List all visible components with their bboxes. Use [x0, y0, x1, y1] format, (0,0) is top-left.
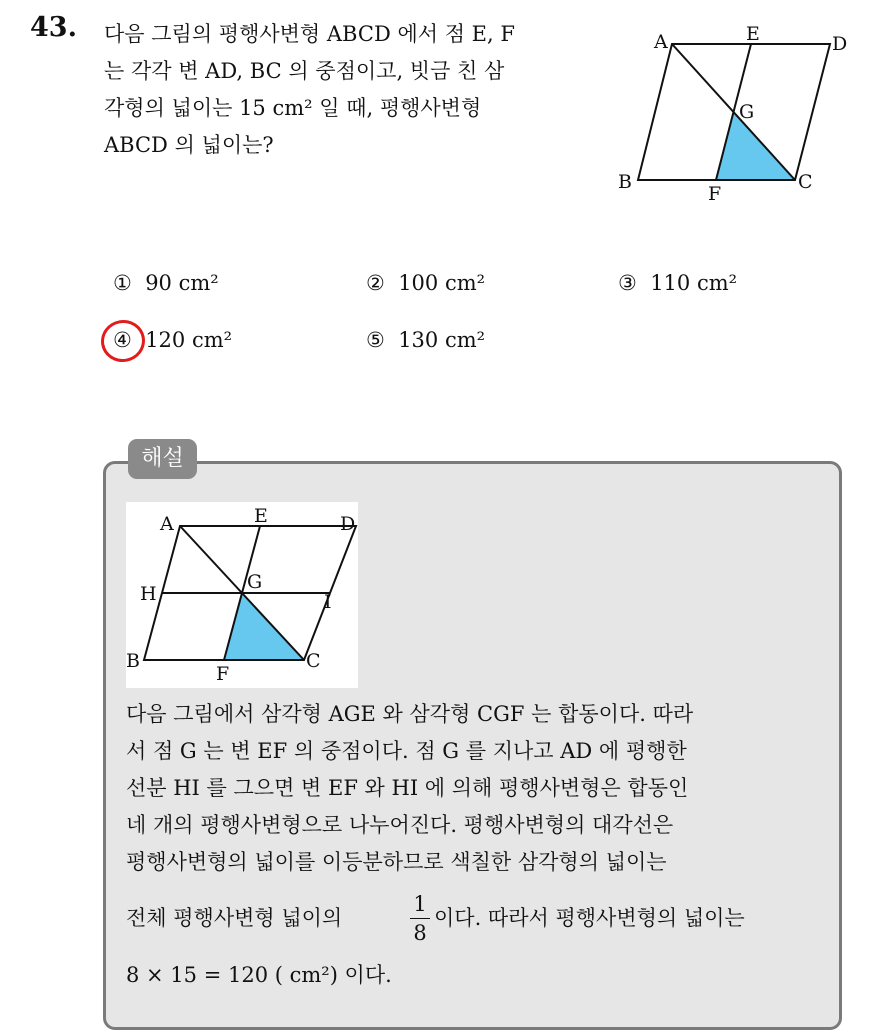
solution-line: 네 개의 평행사변형으로 나누어진다. 평행사변형의 대각선은 [126, 813, 674, 837]
question-number: 43. [30, 12, 77, 43]
solution-tag: 해설 [128, 439, 197, 479]
solution-line: 다음 그림에서 삼각형 AGE 와 삼각형 CGF 는 합동이다. 따라 [126, 702, 694, 726]
solution-line: 평행사변형의 넓이를 이등분하므로 색칠한 삼각형의 넓이는 [126, 850, 667, 874]
label-h: H [140, 583, 157, 605]
label-b: B [126, 650, 140, 672]
question-line: 각형의 넓이는 15 cm² 일 때, 평행사변형 [104, 96, 482, 120]
option-2[interactable] [366, 271, 485, 295]
fraction-one-eighth [410, 892, 430, 945]
label-g: G [247, 571, 263, 593]
option-text: 130 cm² [398, 328, 486, 352]
question-text [104, 16, 594, 164]
label-f: F [708, 183, 722, 205]
option-number: ② [366, 271, 385, 295]
solution-figure [126, 502, 358, 688]
parallelogram-figure [608, 20, 858, 205]
label-e: E [254, 505, 268, 527]
option-text: 110 cm² [650, 271, 738, 295]
fraction-denominator: 8 [413, 921, 427, 945]
shaded-triangle-cgf [716, 112, 795, 180]
label-a: A [654, 31, 668, 53]
solution-line: 전체 평행사변형 넓이의 [126, 906, 343, 930]
label-a: A [160, 513, 174, 535]
label-i: I [324, 591, 332, 613]
option-number: ③ [618, 271, 637, 295]
question-line: 다음 그림의 평행사변형 ABCD 에서 점 E, F [104, 22, 515, 46]
option-number: ① [113, 271, 132, 295]
option-1[interactable] [113, 271, 219, 295]
label-f: F [216, 663, 230, 685]
solution-line: 이다. 따라서 평행사변형의 넓이는 [434, 906, 745, 930]
label-c: C [798, 171, 813, 193]
question-line: 는 각각 변 AD, BC 의 중점이고, 빗금 친 삼 [104, 59, 505, 83]
label-g: G [739, 101, 755, 123]
fraction-numerator: 1 [413, 892, 427, 916]
label-c: C [306, 650, 321, 672]
solution-line: 8 × 15 = 120 ( cm²) 이다. [126, 963, 392, 987]
label-d: D [832, 33, 848, 55]
shaded-triangle-cgf [224, 593, 304, 660]
label-e: E [746, 23, 760, 45]
label-d: D [340, 513, 356, 535]
label-b: B [618, 171, 632, 193]
option-text: 90 cm² [145, 271, 219, 295]
question-line: ABCD 의 넓이는? [104, 133, 274, 157]
option-3[interactable] [618, 271, 737, 295]
solution-line: 서 점 G 는 변 EF 의 중점이다. 점 G 를 지나고 AD 에 평행한 [126, 739, 687, 763]
option-5[interactable] [366, 328, 485, 352]
answer-circle-mark [98, 316, 149, 365]
option-text: 120 cm² [145, 328, 233, 352]
fraction-bar [410, 918, 430, 919]
option-number: ④ [113, 328, 132, 352]
solution-line: 선분 HI 를 그으면 변 EF 와 HI 에 의해 평행사변형은 합동인 [126, 776, 689, 800]
option-text: 100 cm² [398, 271, 486, 295]
option-number: ⑤ [366, 328, 385, 352]
